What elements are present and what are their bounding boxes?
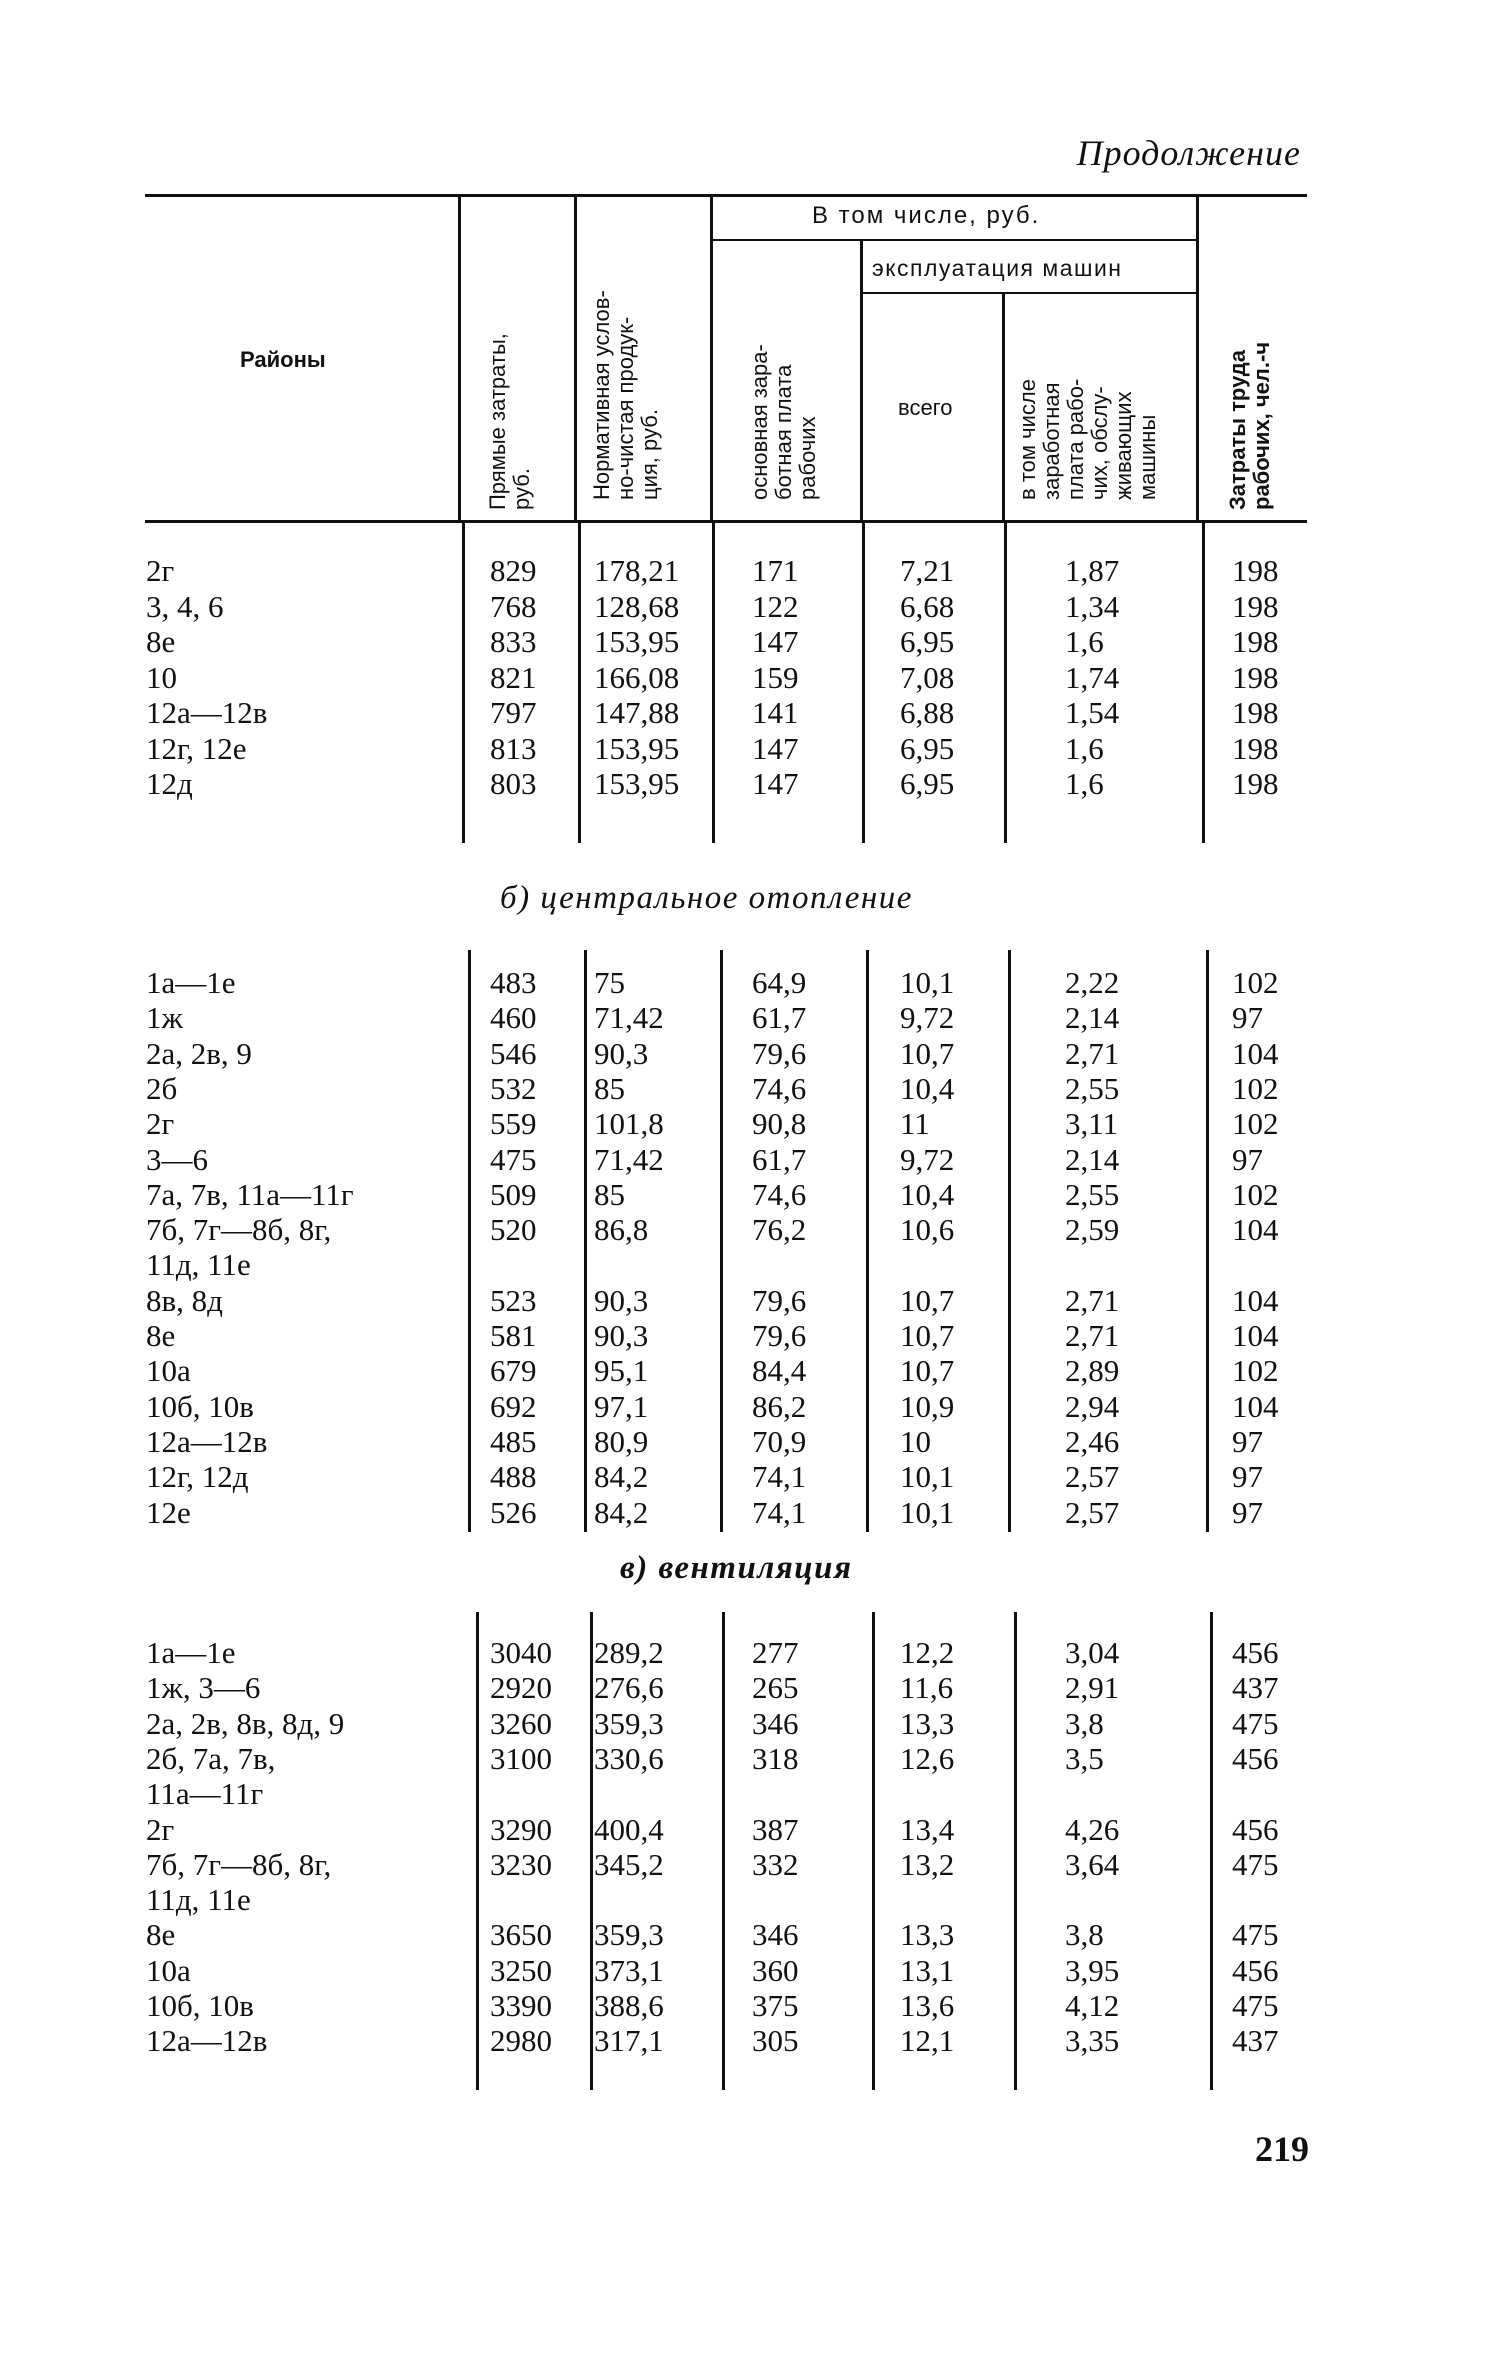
b-table-row: [0, 1389, 1506, 1425]
v-cell-region: 2г: [146, 1811, 175, 1847]
a-cell-base-wage: 171: [752, 553, 799, 588]
b-cell-base-wage: 74,6: [752, 1176, 807, 1212]
v-cell-machines-total: 11,6: [900, 1670, 954, 1706]
v-cell-machines-total: 12,6: [900, 1740, 955, 1776]
continuation-label: Продолжение: [1076, 133, 1301, 173]
v-cell-base-wage: 346: [752, 1917, 799, 1953]
b-cell-base-wage: 74,1: [752, 1494, 807, 1530]
b-cell-machines-wage: 2,57: [1065, 1459, 1120, 1495]
header-norm: Нормативная услов- но-чистая продук- ция, руб.: [589, 290, 662, 500]
v-table-row: [0, 1847, 1506, 1883]
b-cell-direct-cost: 532: [490, 1070, 537, 1106]
b-cell-norm-product: 71,42: [594, 1141, 664, 1177]
b-cell-direct-cost: 483: [490, 965, 537, 1000]
a-cell-machines-total: 6,95: [900, 766, 955, 801]
v-cell-machines-total: 13,4: [900, 1811, 955, 1847]
b-cell-direct-cost: 523: [490, 1282, 537, 1318]
b-table-row: [0, 1318, 1506, 1354]
v-cell-direct-cost: 2980: [490, 2023, 552, 2059]
b-cell-region: 1ж: [146, 1000, 183, 1036]
v-cell-base-wage: 387: [752, 1811, 799, 1847]
header-sep-6: [1196, 197, 1199, 520]
b-cell-labor-cost: 104: [1232, 1035, 1279, 1071]
a-cell-base-wage: 122: [752, 588, 799, 624]
v-cell-base-wage: 375: [752, 1988, 799, 2023]
a-cell-labor-cost: 198: [1232, 695, 1279, 730]
b-cell-norm-product: 95,1: [594, 1353, 649, 1389]
b-cell-machines-wage: 2,59: [1065, 1212, 1120, 1248]
b-cell-base-wage: 90,8: [752, 1106, 807, 1142]
v-cell-region: 1а—1е: [146, 1635, 236, 1670]
a-cell-direct-cost: 829: [490, 553, 537, 588]
header-direct: Прямые затраты, руб.: [485, 333, 534, 510]
b-cell-norm-product: 97,1: [594, 1388, 649, 1424]
section-b-title: б) центральное отопление: [500, 880, 913, 916]
v-cell-machines-wage: 3,95: [1065, 1952, 1120, 1988]
b-cell-norm-product: 80,9: [594, 1423, 649, 1459]
a-table-row: [0, 766, 1506, 802]
b-cell-region: 12а—12в: [146, 1423, 268, 1459]
v-cell-region: 2а, 2в, 8в, 8д, 9: [146, 1705, 345, 1741]
b-cell-base-wage: 61,7: [752, 1000, 807, 1036]
a-cell-base-wage: 147: [752, 730, 799, 766]
v-cell-region: 11а—11г: [146, 1776, 264, 1812]
a-cell-direct-cost: 768: [490, 588, 537, 624]
b-cell-machines-wage: 2,55: [1065, 1070, 1120, 1106]
b-cell-machines-wage: 2,71: [1065, 1318, 1120, 1353]
b-cell-norm-product: 90,3: [594, 1318, 649, 1353]
a-cell-machines-wage: 1,54: [1065, 695, 1120, 730]
v-cell-region: 8е: [146, 1917, 176, 1953]
header-sep-3: [710, 197, 713, 520]
a-cell-region: 3, 4, 6: [146, 588, 224, 624]
b-cell-region: 2а, 2в, 9: [146, 1035, 252, 1071]
a-cell-direct-cost: 813: [490, 730, 537, 766]
v-cell-machines-wage: 3,35: [1065, 2023, 1120, 2059]
b-table-row: [0, 1247, 1506, 1283]
v-cell-norm-product: 345,2: [594, 1846, 664, 1882]
v-cell-labor-cost: 475: [1232, 1917, 1279, 1953]
v-cell-direct-cost: 3650: [490, 1917, 552, 1953]
b-cell-base-wage: 70,9: [752, 1423, 807, 1459]
b-cell-region: 8е: [146, 1318, 176, 1353]
b-cell-base-wage: 74,1: [752, 1459, 807, 1495]
v-cell-norm-product: 359,3: [594, 1917, 664, 1953]
machines-rule: [862, 292, 1196, 294]
v-cell-machines-wage: 3,5: [1065, 1740, 1104, 1776]
a-table-row: [0, 731, 1506, 767]
b-cell-norm-product: 101,8: [594, 1106, 664, 1142]
a-cell-direct-cost: 833: [490, 624, 537, 659]
a-cell-machines-total: 6,95: [900, 624, 955, 659]
v-cell-norm-product: 276,6: [594, 1670, 664, 1706]
b-cell-machines-wage: 2,46: [1065, 1423, 1120, 1459]
b-table-row: [0, 1353, 1506, 1389]
v-table-row: [0, 1882, 1506, 1918]
b-cell-direct-cost: 475: [490, 1141, 537, 1177]
b-table-row: [0, 1071, 1506, 1107]
v-table-row: [0, 1953, 1506, 1989]
v-cell-norm-product: 289,2: [594, 1635, 664, 1670]
v-cell-direct-cost: 3230: [490, 1846, 552, 1882]
a-cell-machines-total: 6,88: [900, 695, 955, 730]
b-cell-direct-cost: 485: [490, 1423, 537, 1459]
v-table-row: [0, 1670, 1506, 1706]
b-cell-norm-product: 84,2: [594, 1494, 649, 1530]
b-cell-machines-total: 10,7: [900, 1318, 955, 1353]
b-cell-machines-wage: 2,94: [1065, 1388, 1120, 1424]
v-cell-region: 12а—12в: [146, 2023, 268, 2059]
header-labor: Затраты труда рабочих, чел.-ч: [1225, 341, 1274, 510]
v-cell-base-wage: 332: [752, 1846, 799, 1882]
a-cell-norm-product: 178,21: [594, 553, 680, 588]
a-cell-norm-product: 147,88: [594, 695, 680, 730]
v-cell-region: 2б, 7а, 7в,: [146, 1740, 276, 1776]
a-cell-labor-cost: 198: [1232, 730, 1279, 766]
header-sep-2: [574, 197, 577, 520]
a-cell-machines-wage: 1,6: [1065, 766, 1104, 801]
v-cell-region: 10б, 10в: [146, 1988, 254, 2023]
b-cell-norm-product: 85: [594, 1070, 625, 1106]
b-cell-direct-cost: 679: [490, 1353, 537, 1389]
a-cell-region: 12г, 12е: [146, 730, 247, 766]
a-cell-machines-wage: 1,34: [1065, 588, 1120, 624]
v-cell-norm-product: 388,6: [594, 1988, 664, 2023]
b-cell-machines-wage: 2,89: [1065, 1353, 1120, 1389]
v-cell-norm-product: 359,3: [594, 1705, 664, 1741]
b-cell-norm-product: 86,8: [594, 1212, 649, 1248]
b-cell-region: 12е: [146, 1494, 191, 1530]
v-cell-labor-cost: 456: [1232, 1952, 1279, 1988]
b-cell-base-wage: 79,6: [752, 1282, 807, 1318]
b-cell-machines-total: 10,9: [900, 1388, 955, 1424]
b-cell-direct-cost: 581: [490, 1318, 537, 1353]
a-cell-direct-cost: 803: [490, 766, 537, 801]
b-cell-machines-wage: 2,71: [1065, 1035, 1120, 1071]
v-cell-labor-cost: 475: [1232, 1988, 1279, 2023]
b-cell-labor-cost: 97: [1232, 1141, 1263, 1177]
v-cell-labor-cost: 437: [1232, 1670, 1279, 1706]
v-cell-labor-cost: 475: [1232, 1705, 1279, 1741]
a-cell-direct-cost: 821: [490, 659, 537, 695]
v-cell-machines-total: 13,2: [900, 1846, 955, 1882]
b-cell-labor-cost: 104: [1232, 1212, 1279, 1248]
header-wage: основная зара- ботная плата рабочих: [747, 344, 820, 500]
v-cell-base-wage: 305: [752, 2023, 799, 2059]
b-table-row: [0, 1106, 1506, 1142]
v-table-row: [0, 1812, 1506, 1848]
v-cell-direct-cost: 3290: [490, 1811, 552, 1847]
header-machines-wage: в том числе заработная плата рабо- чих, обслу- живающих машины: [1015, 378, 1160, 500]
v-cell-machines-wage: 3,8: [1065, 1705, 1104, 1741]
b-cell-labor-cost: 102: [1232, 1176, 1279, 1212]
header-sep-1: [458, 197, 461, 520]
a-cell-machines-total: 7,08: [900, 659, 955, 695]
b-cell-machines-total: 9,72: [900, 1141, 955, 1177]
b-table-row: [0, 1036, 1506, 1072]
b-cell-region: 12г, 12д: [146, 1459, 249, 1495]
a-table-row: [0, 695, 1506, 731]
a-cell-labor-cost: 198: [1232, 624, 1279, 659]
v-cell-machines-total: 13,3: [900, 1705, 955, 1741]
b-cell-machines-total: 10,4: [900, 1070, 955, 1106]
b-cell-norm-product: 71,42: [594, 1000, 664, 1036]
b-cell-base-wage: 74,6: [752, 1070, 807, 1106]
section-v-title: в) вентиляция: [620, 1550, 853, 1586]
including-rule: [712, 239, 1196, 241]
v-cell-direct-cost: 3040: [490, 1635, 552, 1670]
v-cell-region: 11д, 11е: [146, 1882, 251, 1918]
b-cell-machines-wage: 2,71: [1065, 1282, 1120, 1318]
v-cell-machines-wage: 3,8: [1065, 1917, 1104, 1953]
header-machines-all: всего: [898, 395, 953, 420]
b-cell-direct-cost: 460: [490, 1000, 537, 1036]
v-table-row: [0, 1776, 1506, 1812]
header-regions: Районы: [240, 347, 326, 372]
b-cell-base-wage: 86,2: [752, 1388, 807, 1424]
a-cell-region: 2г: [146, 553, 175, 588]
b-cell-labor-cost: 97: [1232, 1494, 1263, 1530]
header-sep-4: [860, 240, 863, 520]
a-cell-labor-cost: 198: [1232, 659, 1279, 695]
b-cell-direct-cost: 488: [490, 1459, 537, 1495]
v-cell-machines-total: 13,1: [900, 1952, 955, 1988]
v-cell-machines-wage: 4,12: [1065, 1988, 1120, 2023]
v-cell-direct-cost: 3390: [490, 1988, 552, 2023]
v-cell-norm-product: 317,1: [594, 2023, 664, 2059]
a-table-row: [0, 553, 1506, 589]
b-table-row: [0, 1142, 1506, 1178]
a-cell-labor-cost: 198: [1232, 588, 1279, 624]
b-cell-region: 2б: [146, 1070, 178, 1106]
v-cell-norm-product: 373,1: [594, 1952, 664, 1988]
b-cell-machines-total: 10,1: [900, 965, 955, 1000]
b-cell-machines-total: 10,7: [900, 1353, 955, 1389]
v-table-row: [0, 1706, 1506, 1742]
v-cell-labor-cost: 456: [1232, 1811, 1279, 1847]
a-table-row: [0, 624, 1506, 660]
a-cell-region: 10: [146, 659, 177, 695]
b-cell-region: 2г: [146, 1106, 175, 1142]
b-cell-machines-total: 10: [900, 1423, 931, 1459]
a-table-row: [0, 589, 1506, 625]
b-cell-region: 10б, 10в: [146, 1388, 254, 1424]
b-cell-machines-total: 9,72: [900, 1000, 955, 1036]
b-table-row: [0, 1424, 1506, 1460]
b-cell-norm-product: 85: [594, 1176, 625, 1212]
a-cell-region: 8е: [146, 624, 176, 659]
v-table-row: [0, 1635, 1506, 1671]
b-cell-labor-cost: 102: [1232, 1070, 1279, 1106]
b-cell-region: 7б, 7г—8б, 8г,: [146, 1212, 332, 1248]
b-cell-region: 3—6: [146, 1141, 208, 1177]
v-cell-machines-total: 13,6: [900, 1988, 955, 2023]
v-table-row: [0, 2023, 1506, 2059]
page-number: 219: [1255, 2129, 1309, 2169]
v-cell-base-wage: 360: [752, 1952, 799, 1988]
v-cell-region: 10а: [146, 1952, 191, 1988]
v-cell-machines-wage: 3,64: [1065, 1846, 1120, 1882]
b-cell-base-wage: 76,2: [752, 1212, 807, 1248]
v-cell-machines-total: 13,3: [900, 1917, 955, 1953]
v-cell-norm-product: 400,4: [594, 1811, 664, 1847]
b-cell-machines-total: 10,7: [900, 1035, 955, 1071]
a-cell-machines-total: 7,21: [900, 553, 955, 588]
v-cell-base-wage: 277: [752, 1635, 799, 1670]
a-cell-base-wage: 147: [752, 624, 799, 659]
header-bottom-rule: [145, 520, 1307, 523]
b-table-row: [0, 1177, 1506, 1213]
b-cell-machines-total: 10,7: [900, 1282, 955, 1318]
v-cell-labor-cost: 437: [1232, 2023, 1279, 2059]
v-cell-labor-cost: 456: [1232, 1740, 1279, 1776]
v-table-row: [0, 1988, 1506, 2024]
a-cell-norm-product: 153,95: [594, 624, 680, 659]
b-cell-base-wage: 79,6: [752, 1035, 807, 1071]
v-cell-machines-wage: 3,04: [1065, 1635, 1120, 1670]
a-cell-region: 12а—12в: [146, 695, 268, 730]
v-cell-direct-cost: 3260: [490, 1705, 552, 1741]
b-table-row: [0, 1283, 1506, 1319]
a-cell-machines-wage: 1,74: [1065, 659, 1120, 695]
b-cell-labor-cost: 102: [1232, 965, 1279, 1000]
v-cell-labor-cost: 456: [1232, 1635, 1279, 1670]
v-cell-machines-wage: 2,91: [1065, 1670, 1120, 1706]
header-including: В том числе, руб.: [812, 202, 1041, 229]
b-cell-base-wage: 84,4: [752, 1353, 807, 1389]
b-cell-labor-cost: 104: [1232, 1388, 1279, 1424]
a-table-row: [0, 660, 1506, 696]
a-cell-base-wage: 147: [752, 766, 799, 801]
b-cell-machines-total: 10,1: [900, 1459, 955, 1495]
b-cell-machines-wage: 2,22: [1065, 965, 1120, 1000]
b-cell-labor-cost: 102: [1232, 1353, 1279, 1389]
v-cell-region: 7б, 7г—8б, 8г,: [146, 1846, 332, 1882]
b-cell-direct-cost: 526: [490, 1494, 537, 1530]
header-sep-5: [1002, 294, 1005, 520]
b-cell-region: 10а: [146, 1353, 191, 1389]
b-cell-machines-wage: 2,55: [1065, 1176, 1120, 1212]
a-cell-norm-product: 128,68: [594, 588, 680, 624]
a-cell-machines-total: 6,95: [900, 730, 955, 766]
a-cell-norm-product: 153,95: [594, 766, 680, 801]
b-cell-norm-product: 90,3: [594, 1282, 649, 1318]
v-cell-direct-cost: 3100: [490, 1740, 552, 1776]
v-table-row: [0, 1741, 1506, 1777]
b-cell-direct-cost: 520: [490, 1212, 537, 1248]
b-cell-machines-wage: 2,14: [1065, 1000, 1120, 1036]
b-table-row: [0, 965, 1506, 1001]
a-cell-region: 12д: [146, 766, 193, 801]
v-cell-region: 1ж, 3—6: [146, 1670, 261, 1706]
b-table-row: [0, 1212, 1506, 1248]
header-top-rule: [145, 194, 1307, 197]
a-cell-machines-wage: 1,6: [1065, 624, 1104, 659]
b-cell-direct-cost: 559: [490, 1106, 537, 1142]
v-cell-machines-total: 12,2: [900, 1635, 955, 1670]
a-cell-machines-total: 6,68: [900, 588, 955, 624]
b-cell-machines-total: 10,4: [900, 1176, 955, 1212]
v-cell-base-wage: 346: [752, 1705, 799, 1741]
a-cell-direct-cost: 797: [490, 695, 537, 730]
b-table-row: [0, 1000, 1506, 1036]
b-cell-labor-cost: 102: [1232, 1106, 1279, 1142]
b-cell-machines-total: 10,1: [900, 1494, 955, 1530]
v-cell-direct-cost: 2920: [490, 1670, 552, 1706]
a-cell-labor-cost: 198: [1232, 553, 1279, 588]
b-cell-machines-total: 11: [900, 1106, 930, 1142]
b-cell-norm-product: 75: [594, 965, 625, 1000]
b-cell-region: 7а, 7в, 11а—11г: [146, 1176, 354, 1212]
v-cell-labor-cost: 475: [1232, 1846, 1279, 1882]
b-cell-labor-cost: 104: [1232, 1318, 1279, 1353]
v-cell-machines-total: 12,1: [900, 2023, 955, 2059]
b-cell-region: 11д, 11е: [146, 1247, 251, 1283]
b-cell-machines-total: 10,6: [900, 1212, 955, 1248]
b-cell-base-wage: 79,6: [752, 1318, 807, 1353]
b-cell-direct-cost: 546: [490, 1035, 537, 1071]
b-cell-region: 1а—1е: [146, 965, 236, 1000]
a-cell-machines-wage: 1,6: [1065, 730, 1104, 766]
v-cell-base-wage: 265: [752, 1670, 799, 1706]
a-cell-labor-cost: 198: [1232, 766, 1279, 801]
b-cell-labor-cost: 97: [1232, 1459, 1263, 1495]
b-cell-labor-cost: 104: [1232, 1282, 1279, 1318]
b-cell-base-wage: 64,9: [752, 965, 807, 1000]
b-table-row: [0, 1459, 1506, 1495]
b-cell-region: 8в, 8д: [146, 1282, 223, 1318]
b-cell-norm-product: 90,3: [594, 1035, 649, 1071]
b-cell-machines-wage: 2,14: [1065, 1141, 1120, 1177]
b-table-row: [0, 1495, 1506, 1531]
v-cell-direct-cost: 3250: [490, 1952, 552, 1988]
a-cell-base-wage: 159: [752, 659, 799, 695]
header-machines: эксплуатация машин: [872, 255, 1123, 281]
b-cell-norm-product: 84,2: [594, 1459, 649, 1495]
b-cell-base-wage: 61,7: [752, 1141, 807, 1177]
v-table-row: [0, 1917, 1506, 1953]
b-cell-labor-cost: 97: [1232, 1423, 1263, 1459]
b-cell-direct-cost: 509: [490, 1176, 537, 1212]
b-cell-machines-wage: 2,57: [1065, 1494, 1120, 1530]
a-cell-norm-product: 153,95: [594, 730, 680, 766]
v-cell-norm-product: 330,6: [594, 1740, 664, 1776]
v-cell-base-wage: 318: [752, 1740, 799, 1776]
b-cell-labor-cost: 97: [1232, 1000, 1263, 1036]
b-cell-machines-wage: 3,11: [1065, 1106, 1119, 1142]
a-cell-norm-product: 166,08: [594, 659, 680, 695]
b-cell-direct-cost: 692: [490, 1388, 537, 1424]
a-cell-base-wage: 141: [752, 695, 799, 730]
v-cell-machines-wage: 4,26: [1065, 1811, 1120, 1847]
a-cell-machines-wage: 1,87: [1065, 553, 1120, 588]
